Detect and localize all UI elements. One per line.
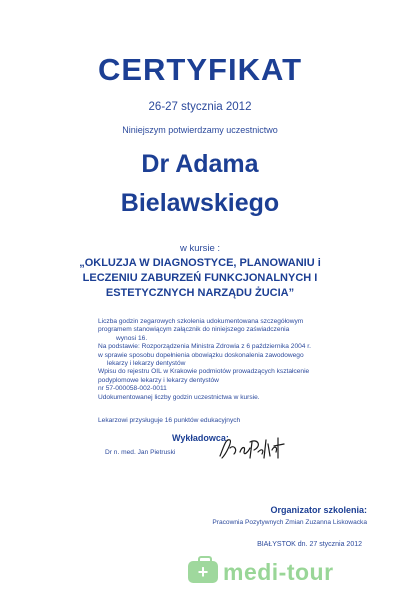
- organizer-name: Pracownia Pozytywnych Zmian Zuzanna Liskowacka: [212, 519, 367, 526]
- confirmation-text: Niniejszym potwierdzamy uczestnictwo: [122, 125, 278, 135]
- info-line: Na podstawie: Rozporządzenia Ministra Zdrowia z 6 października 2004 r.: [98, 343, 311, 351]
- course-title-line: „OKLUZJA W DIAGNOSTYCE, PLANOWANIU i: [79, 257, 321, 269]
- lecturer-label: Wykładowca:: [172, 433, 229, 443]
- course-intro: w kursie :: [179, 243, 221, 254]
- course-info: [98, 318, 373, 402]
- info-line: lekarzy i lekarzy dentystów: [107, 360, 186, 368]
- participant-name-line2: Bielawskiego: [120, 189, 280, 217]
- info-line: nr 57-000058-002-0011: [98, 385, 167, 393]
- medical-case-icon: [188, 561, 218, 583]
- info-line: Udokumentowanej liczby godzin uczestnictwa w kursie.: [98, 393, 260, 401]
- course-date: 26-27 stycznia 2012: [148, 101, 252, 113]
- info-line: podyplomowe lekarzy i lekarzy dentystów: [98, 376, 219, 384]
- education-points: Lekarzowi przysługuje 16 punktów edukacyjnych: [98, 417, 241, 424]
- watermark-text: medi-tour: [223, 558, 334, 585]
- course-title-line: LECZENIU ZABURZEŃ FUNKCJONALNYCH I: [82, 272, 318, 284]
- watermark: [188, 557, 334, 587]
- info-line: programem stanowiącym załącznik do niniejszego zaświadczenia: [98, 326, 290, 334]
- place-and-date: BIAŁYSTOK dn. 27 stycznia 2012: [257, 541, 362, 548]
- info-line: Liczba godzin zegarowych szkolenia udokumentowana szczegółowym: [98, 318, 304, 325]
- info-line: Wpisu do rejestru OIL w Krakowie podmiotów prowadzących kształcenie: [98, 368, 310, 376]
- info-line: wynosi 16.: [116, 334, 148, 342]
- lecturer-name: Dr n. med. Jan Pietruski: [105, 449, 176, 456]
- lecturer-signature: [212, 428, 292, 464]
- info-line: w sprawie sposobu dopełnienia obowiązku doskonalenia zawodowego: [98, 351, 304, 359]
- course-title-line: ESTETYCZNYCH NARZĄDU ŻUCIA”: [105, 287, 295, 299]
- course-title: [0, 256, 400, 301]
- organizer-label: Organizator szkolenia:: [270, 505, 367, 515]
- certificate-title: CERTYFIKAT: [97, 52, 303, 87]
- participant-name-line1: Dr Adama: [141, 150, 259, 178]
